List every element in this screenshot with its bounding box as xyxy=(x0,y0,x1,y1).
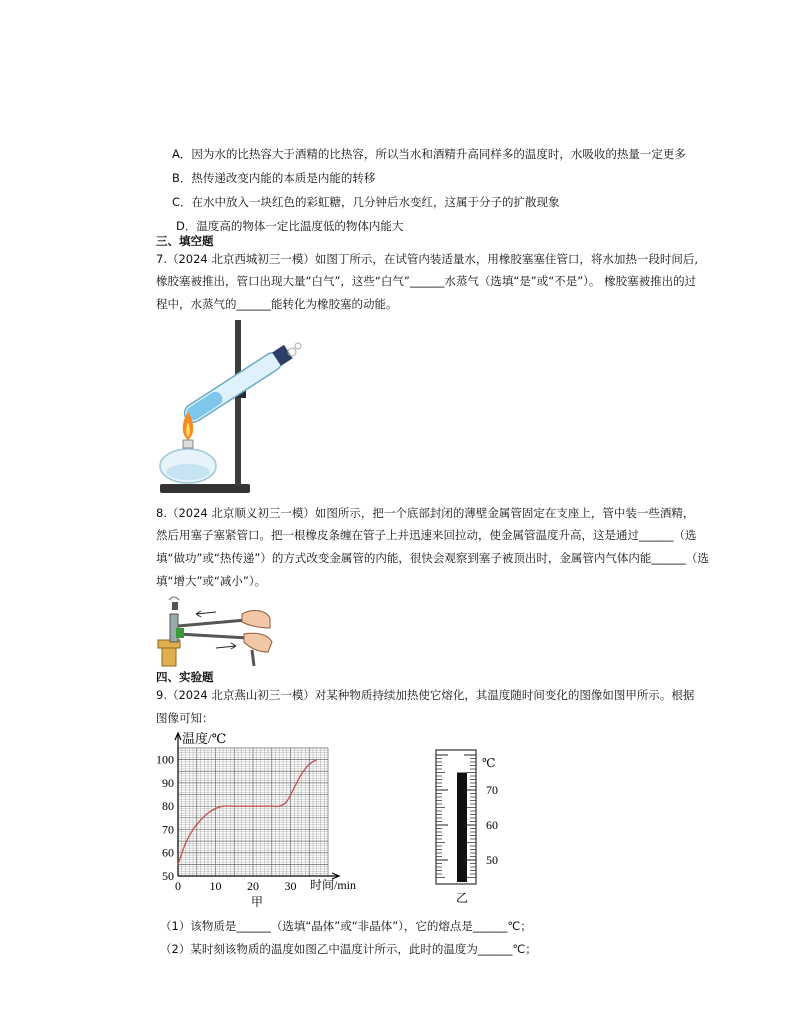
y-tick-label: 90 xyxy=(162,775,174,790)
section-heading-fill-blank: 三、填空题 xyxy=(156,234,214,248)
thermometer-unit: ℃ xyxy=(482,756,496,770)
thermometer-body xyxy=(436,750,476,884)
rubber-strap xyxy=(178,620,248,638)
x-tick-label: 10 xyxy=(209,879,222,893)
stopper xyxy=(172,602,178,610)
option-c: C．在水中放入一块红色的彩虹糖，几分钟后水变红，这属于分子的扩散现象 xyxy=(172,195,560,209)
y-tick-label: 100 xyxy=(156,752,174,767)
x-tick-label: 0 xyxy=(175,879,181,893)
y-tick-label: 70 xyxy=(162,822,174,837)
mercury-column xyxy=(457,773,467,883)
stand-rod xyxy=(235,320,241,486)
q7-line1: 7.（2024 北京西城初三一模）如图丁所示，在试管内装适量水，用橡胶塞塞住管口，将水加热一段时间后, xyxy=(156,252,699,266)
thermometer-label-60: 60 xyxy=(486,818,498,832)
q8-line2: 然后用塞子塞紧管口。把一根橡皮条缠在管子上并迅速来回拉动，使金属管温度升高，这是通过______（选 xyxy=(156,528,697,542)
metal-tube-friction-figure xyxy=(156,594,276,668)
option-b: B．热传递改变内能的本质是内能的转移 xyxy=(172,171,376,185)
q9-line2: 图像可知： xyxy=(156,711,214,725)
temperature-curve xyxy=(178,760,317,865)
thermometer-figure xyxy=(420,746,510,906)
q7-line3: 程中，水蒸气的______能转化为橡胶塞的动能。 xyxy=(156,297,398,311)
q9-sub2: （2）某时刻该物质的温度如图乙中温度计所示，此时的温度为______℃； xyxy=(160,942,537,956)
option-a: A．因为水的比热容大于酒精的比热容，所以当水和酒精升高同样多的温度时，水吸收的热量一定更多 xyxy=(172,147,686,161)
x-tick-label: 30 xyxy=(284,879,297,893)
x-axis-label: 时间/min xyxy=(310,878,357,892)
test-tube-apparatus-figure xyxy=(156,316,306,496)
q8-line1: 8.（2024 北京顺义初三一模）如图所示，把一个底部封闭的薄壁金属管固定在支座上，管中装一些酒精， xyxy=(156,506,695,520)
thermometer-caption: 乙 xyxy=(456,891,469,905)
section-heading-experiment: 四、实验题 xyxy=(156,670,214,684)
y-tick-label: 60 xyxy=(162,845,174,860)
temperature-time-chart xyxy=(150,728,380,910)
thermometer-label-70: 70 xyxy=(486,783,498,797)
option-d: D．温度高的物体一定比温度低的物体内能大 xyxy=(176,219,404,233)
y-axis-label: 温度/℃ xyxy=(182,731,227,746)
chart-caption: 甲 xyxy=(251,895,264,909)
q7-line2: 橡胶塞被推出，管口出现大量“白气”，这些“白气”______水蒸气（选填“是”或“不是”）。 橡胶塞被推出的过 xyxy=(156,274,697,288)
hand-upper xyxy=(242,611,270,628)
q8-line4: 填“增大”或“减小”）。 xyxy=(156,574,267,588)
hand-lower xyxy=(244,633,272,652)
y-tick-label: 80 xyxy=(162,799,174,814)
chart-grid xyxy=(178,748,328,876)
q9-sub1: （1）该物质是______（选填“晶体”或“非晶体”），它的熔点是______℃； xyxy=(160,919,532,933)
q9-line1: 9.（2024 北京燕山初三一模）对某种物质持续加热使它熔化，其温度随时间变化的图像如图甲所示。根据 xyxy=(156,688,695,702)
thermometer-label-50: 50 xyxy=(486,853,498,867)
q8-line3: 填“做功”或“热传递”）的方式改变金属管的内能，很快会观察到塞子被顶出时，金属管内气体内能______（选 xyxy=(156,551,709,565)
y-tick-label: 50 xyxy=(162,869,174,883)
x-tick-label: 20 xyxy=(247,879,259,893)
